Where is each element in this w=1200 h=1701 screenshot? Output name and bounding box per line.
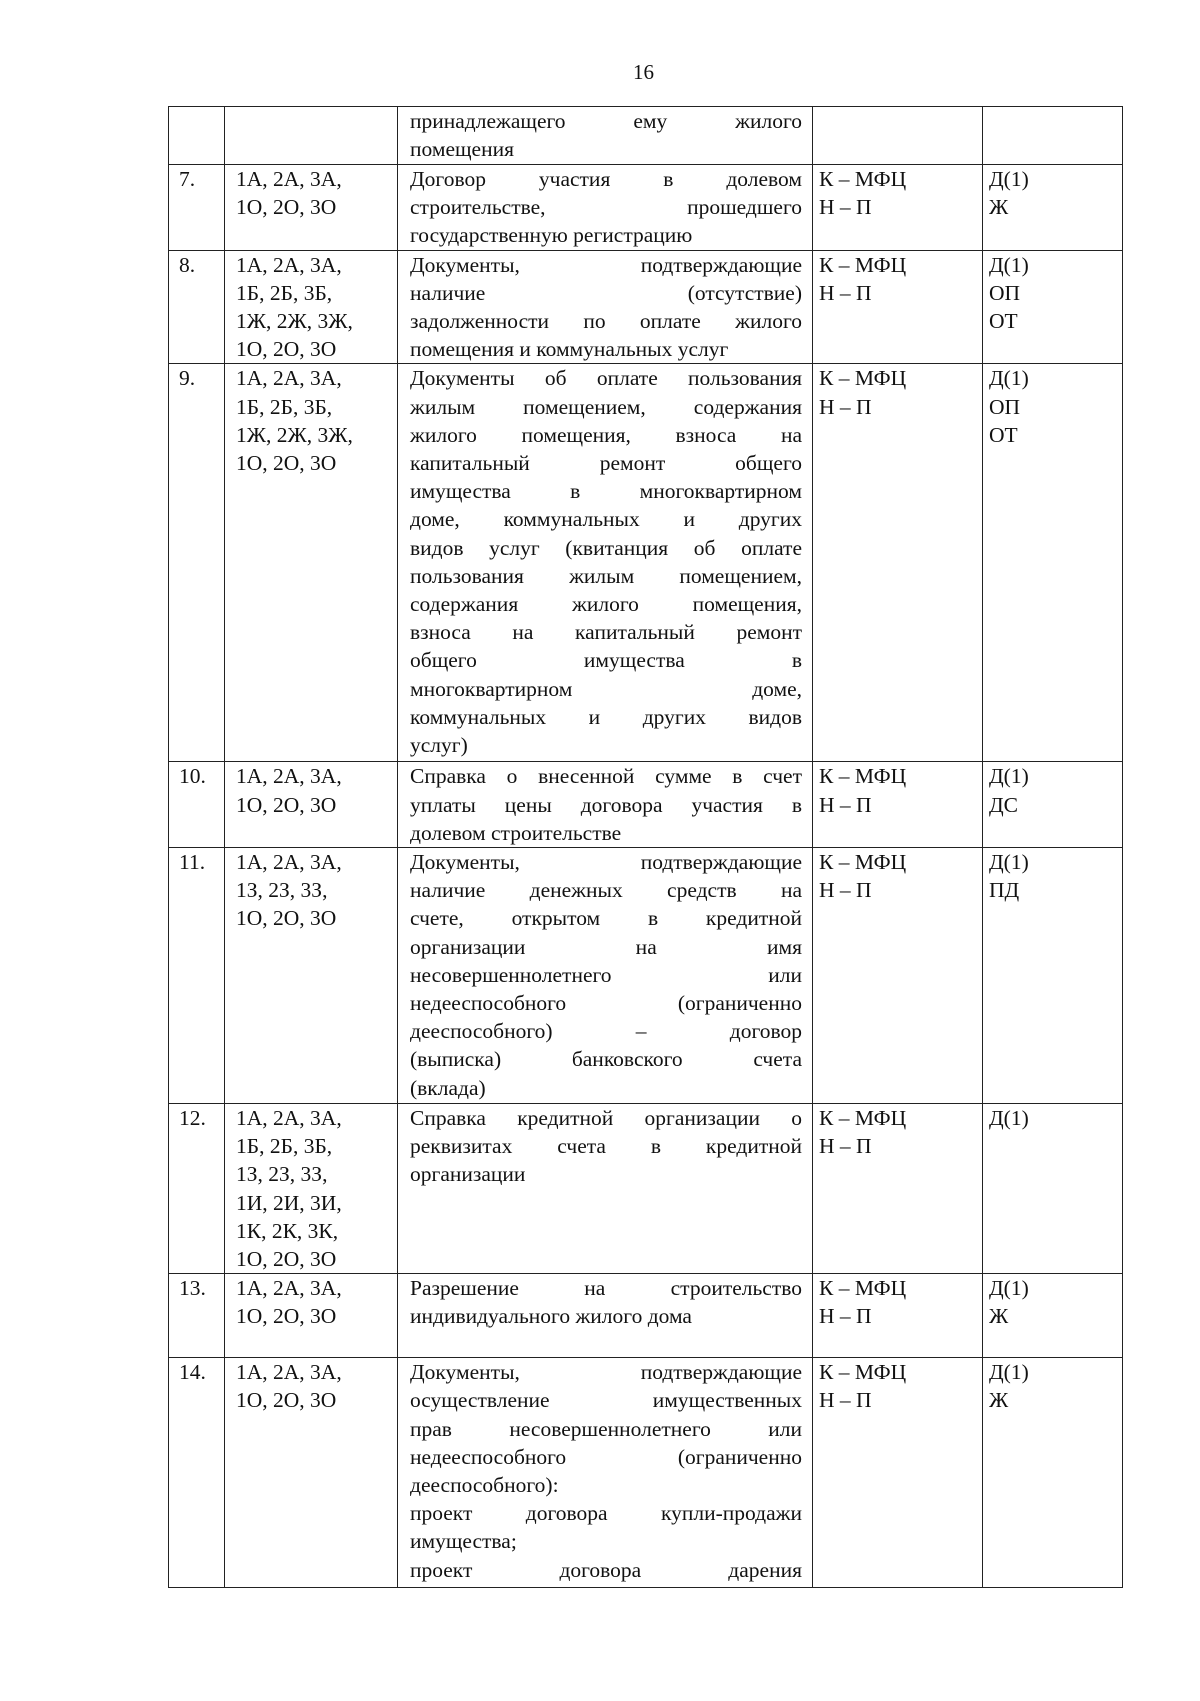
document-form-cell <box>983 165 1123 251</box>
description-line: помещения и коммунальных услуг <box>410 337 729 362</box>
submission-place-line: Н – П <box>819 280 872 305</box>
description-line: недееспособного (ограниченно <box>410 991 802 1016</box>
document-form-line: Д(1) <box>989 1106 1029 1131</box>
description-line: дееспособного): <box>410 1473 559 1498</box>
category-code-line: 1А, 2А, 3А, <box>236 1276 342 1301</box>
submission-place-cell <box>813 165 983 251</box>
description-line: капитальный ремонт общего <box>410 451 802 476</box>
document-form-line: Д(1) <box>989 167 1029 191</box>
category-code-line: 1А, 2А, 3А, <box>236 850 342 875</box>
description-line: Документы, подтверждающие <box>410 850 802 875</box>
category-code-line: 1О, 2О, 3О <box>236 337 337 362</box>
description-line: реквизитах счета в кредитной <box>410 1134 802 1159</box>
row-number: 11. <box>179 850 206 875</box>
category-codes-cell <box>225 1104 398 1274</box>
table-row <box>169 250 1123 364</box>
submission-place-line: Н – П <box>819 394 872 419</box>
description-line: общего имущества в <box>410 648 802 673</box>
table-row <box>169 1104 1123 1274</box>
document-form-line: ОП <box>989 280 1021 305</box>
row-number: 12. <box>179 1106 206 1131</box>
table-row <box>169 364 1123 762</box>
submission-place-cell <box>813 762 983 848</box>
description-line: многоквартирном доме, <box>410 676 802 701</box>
description-line: содержания жилого помещения, <box>410 592 802 617</box>
document-description-cell <box>398 848 813 1104</box>
description-line: имущества; <box>410 1529 517 1554</box>
page-number: 16 <box>633 60 654 84</box>
table-body <box>169 107 1123 1588</box>
document-form-line: Ж <box>989 195 1009 220</box>
description-line: наличие денежных средств на <box>410 878 802 903</box>
category-code-line: 1О, 2О, 3О <box>236 1304 337 1329</box>
document-form-cell <box>983 1104 1123 1274</box>
document-form-cell <box>983 107 1123 165</box>
document-form-cell <box>983 1358 1123 1588</box>
submission-place-line: К – МФЦ <box>819 366 907 391</box>
row-number: 8. <box>179 252 196 277</box>
description-line: видов услуг (квитанция об оплате <box>410 535 802 560</box>
description-line: Справка кредитной организации о <box>410 1106 802 1131</box>
description-line: принадлежащего ему жилого <box>410 109 802 133</box>
category-codes-cell <box>225 1358 398 1588</box>
submission-place-line: К – МФЦ <box>819 1276 907 1301</box>
description-line: осуществление имущественных <box>410 1388 802 1413</box>
submission-place-cell <box>813 250 983 364</box>
submission-place-line: Н – П <box>819 792 872 817</box>
row-number-cell <box>169 107 225 165</box>
row-number-cell <box>169 848 225 1104</box>
description-line: Документы об оплате пользования <box>410 366 802 391</box>
document-description-cell <box>398 165 813 251</box>
submission-place-cell <box>813 1358 983 1588</box>
submission-place-line: Н – П <box>819 1134 872 1159</box>
document-form-line: ОТ <box>989 422 1018 447</box>
description-line: несовершеннолетнего или <box>410 962 802 987</box>
document-form-line: Д(1) <box>989 1276 1029 1301</box>
document-form-line: ОП <box>989 394 1021 419</box>
category-code-line: 1А, 2А, 3А, <box>236 1360 342 1385</box>
row-number: 7. <box>179 167 196 191</box>
category-code-line: 1А, 2А, 3А, <box>236 1106 342 1131</box>
submission-place-line: Н – П <box>819 1304 872 1329</box>
description-line: пользования жилым помещением, <box>410 563 802 588</box>
document-form-cell <box>983 1274 1123 1358</box>
description-line: (вклада) <box>410 1075 486 1100</box>
category-codes-cell <box>225 762 398 848</box>
description-line: недееспособного (ограниченно <box>410 1444 802 1469</box>
description-line: индивидуального жилого дома <box>410 1304 692 1329</box>
category-codes-cell <box>225 364 398 762</box>
category-codes-cell <box>225 107 398 165</box>
category-code-line: 1Б, 2Б, 3Б, <box>236 1134 333 1159</box>
table-row <box>169 165 1123 251</box>
description-line: проект договора дарения <box>410 1557 802 1582</box>
document-description-cell <box>398 1274 813 1358</box>
document-description-cell <box>398 1104 813 1274</box>
submission-place-cell <box>813 107 983 165</box>
description-line: проект договора купли-продажи <box>410 1501 802 1526</box>
description-line: взноса на капитальный ремонт <box>410 620 802 645</box>
submission-place-cell <box>813 364 983 762</box>
description-line: жилым помещением, содержания <box>410 394 802 419</box>
description-line: наличие (отсутствие) <box>410 280 802 305</box>
submission-place-line: Н – П <box>819 1388 872 1413</box>
table-row <box>169 762 1123 848</box>
table-row <box>169 848 1123 1104</box>
submission-place-line: К – МФЦ <box>819 764 907 789</box>
category-code-line: 1Ж, 2Ж, 3Ж, <box>236 309 353 334</box>
description-line: жилого помещения, взноса на <box>410 422 802 447</box>
table-row <box>169 107 1123 165</box>
row-number-cell <box>169 1104 225 1274</box>
description-line: долевом строительстве <box>410 820 622 845</box>
submission-place-line: К – МФЦ <box>819 850 907 875</box>
description-line: государственную регистрацию <box>410 223 693 248</box>
document-form-cell <box>983 250 1123 364</box>
document-form-line: Д(1) <box>989 252 1029 277</box>
category-code-line: 1Ж, 2Ж, 3Ж, <box>236 422 353 447</box>
row-number-cell <box>169 1358 225 1588</box>
category-code-line: 1К, 2К, 3К, <box>236 1218 339 1243</box>
description-line: дееспособного) – договор <box>410 1019 802 1044</box>
row-number-cell <box>169 165 225 251</box>
document-form-line: Д(1) <box>989 850 1029 875</box>
row-number: 14. <box>179 1360 206 1385</box>
description-line: имущества в многоквартирном <box>410 479 802 504</box>
category-code-line: 1О, 2О, 3О <box>236 451 337 476</box>
submission-place-line: Н – П <box>819 878 872 903</box>
category-code-line: 1О, 2О, 3О <box>236 1247 337 1272</box>
submission-place-line: К – МФЦ <box>819 252 907 277</box>
row-number: 13. <box>179 1276 206 1301</box>
description-line: Документы, подтверждающие <box>410 1360 802 1385</box>
description-line: Договор участия в долевом <box>410 167 802 191</box>
description-line: Документы, подтверждающие <box>410 252 802 277</box>
description-line: Разрешение на строительство <box>410 1276 802 1301</box>
category-code-line: 1О, 2О, 3О <box>236 1388 337 1413</box>
category-codes-cell <box>225 250 398 364</box>
document-form-cell <box>983 364 1123 762</box>
category-code-line: 1И, 2И, 3И, <box>236 1190 342 1215</box>
document-form-line: ПД <box>989 878 1020 903</box>
document-description-cell <box>398 1358 813 1588</box>
submission-place-cell <box>813 1104 983 1274</box>
description-line: прав несовершеннолетнего или <box>410 1416 802 1441</box>
description-line: (выписка) банковского счета <box>410 1047 802 1072</box>
category-codes-cell <box>225 1274 398 1358</box>
row-number-cell <box>169 364 225 762</box>
row-number-cell <box>169 1274 225 1358</box>
description-line: доме, коммунальных и других <box>410 507 802 532</box>
document-form-line: Ж <box>989 1304 1009 1329</box>
document-form-line: ОТ <box>989 309 1018 334</box>
document-form-line: ДС <box>989 792 1019 817</box>
category-code-line: 1О, 2О, 3О <box>236 195 337 220</box>
category-code-line: 1А, 2А, 3А, <box>236 252 342 277</box>
submission-place-line: Н – П <box>819 195 872 220</box>
documents-table <box>168 106 1123 1588</box>
document-description-cell <box>398 364 813 762</box>
row-number-cell <box>169 762 225 848</box>
description-line: коммунальных и других видов <box>410 704 802 729</box>
description-line: организации <box>410 1162 526 1187</box>
category-codes-cell <box>225 165 398 251</box>
submission-place-line: К – МФЦ <box>819 1360 907 1385</box>
category-code-line: 1А, 2А, 3А, <box>236 167 342 191</box>
document-form-cell <box>983 848 1123 1104</box>
document-form-line: Д(1) <box>989 366 1029 391</box>
document-form-line: Д(1) <box>989 1360 1029 1385</box>
submission-place-line: К – МФЦ <box>819 1106 907 1131</box>
description-line: счете, открытом в кредитной <box>410 906 802 931</box>
category-code-line: 1О, 2О, 3О <box>236 906 337 931</box>
submission-place-line: К – МФЦ <box>819 167 907 191</box>
document-form-line: Д(1) <box>989 764 1029 789</box>
row-number-cell <box>169 250 225 364</box>
description-line: уплаты цены договора участия в <box>410 792 802 817</box>
description-line: Справка о внесенной сумме в счет <box>410 764 802 789</box>
category-code-line: 1Б, 2Б, 3Б, <box>236 280 333 305</box>
document-description-cell <box>398 762 813 848</box>
document-form-line: Ж <box>989 1388 1009 1413</box>
document-form-cell <box>983 762 1123 848</box>
description-line: задолженности по оплате жилого <box>410 309 802 334</box>
description-line: услуг) <box>410 733 468 758</box>
category-code-line: 1А, 2А, 3А, <box>236 764 342 789</box>
category-code-line: 1О, 2О, 3О <box>236 792 337 817</box>
submission-place-cell <box>813 1274 983 1358</box>
category-codes-cell <box>225 848 398 1104</box>
document-description-cell <box>398 250 813 364</box>
description-line: помещения <box>410 137 514 162</box>
category-code-line: 1Б, 2Б, 3Б, <box>236 394 333 419</box>
category-code-line: 1А, 2А, 3А, <box>236 366 342 391</box>
document-description-cell <box>398 107 813 165</box>
category-code-line: 1З, 2З, 3З, <box>236 878 328 903</box>
row-number: 9. <box>179 366 196 391</box>
category-code-line: 1З, 2З, 3З, <box>236 1162 328 1187</box>
row-number: 10. <box>179 764 206 789</box>
submission-place-cell <box>813 848 983 1104</box>
description-line: строительстве, прошедшего <box>410 195 802 220</box>
table-row <box>169 1274 1123 1358</box>
table-row <box>169 1358 1123 1588</box>
description-line: организации на имя <box>410 934 802 959</box>
